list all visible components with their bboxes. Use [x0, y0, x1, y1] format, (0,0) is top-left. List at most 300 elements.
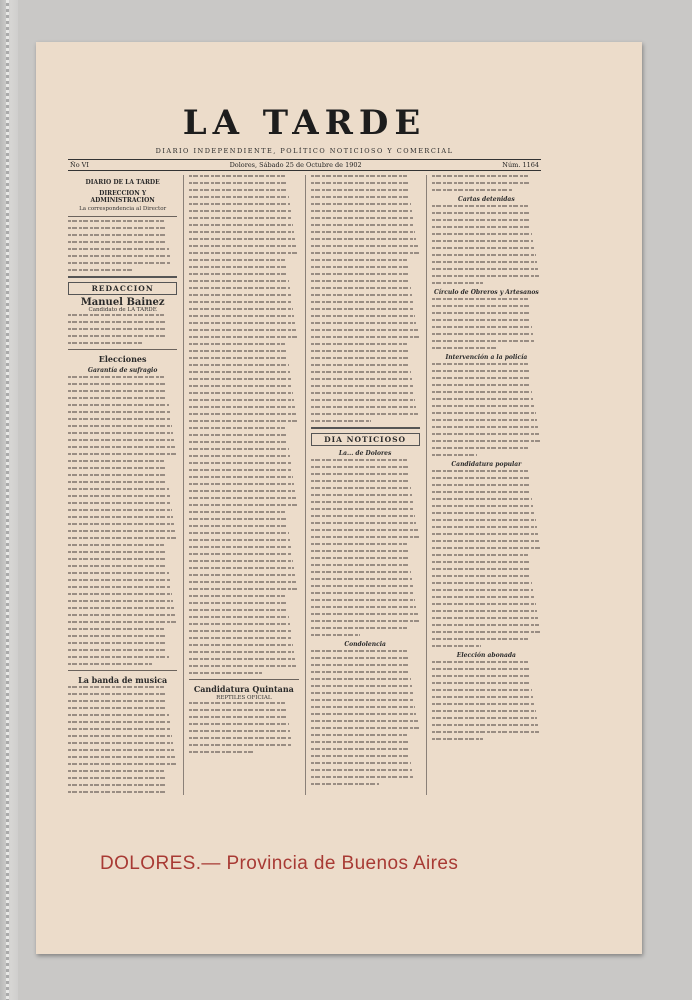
text-line	[311, 671, 410, 673]
text-line	[68, 425, 172, 427]
text-line	[189, 567, 294, 569]
text-line	[432, 370, 529, 372]
text-line	[311, 189, 409, 191]
text-line	[311, 599, 416, 601]
text-line	[189, 273, 287, 275]
text-line	[189, 329, 296, 331]
text-line	[311, 273, 409, 275]
text-line	[311, 536, 419, 538]
text-line	[189, 203, 290, 205]
text-line	[311, 550, 408, 552]
text-line	[311, 280, 410, 282]
text-line	[311, 350, 408, 352]
text-line	[432, 268, 538, 270]
text-line	[68, 481, 167, 483]
text-block	[432, 205, 541, 284]
text-block	[189, 175, 298, 674]
text-line	[189, 616, 288, 618]
text-line	[311, 515, 416, 517]
text-line	[68, 248, 169, 250]
text-line	[189, 252, 297, 254]
text-line	[68, 728, 171, 730]
text-line	[68, 707, 167, 709]
text-line	[68, 314, 164, 316]
text-line	[311, 706, 416, 708]
text-line	[189, 350, 286, 352]
text-line	[68, 686, 164, 688]
text-line	[189, 196, 288, 198]
text-line	[68, 572, 169, 574]
text-line	[311, 685, 413, 687]
text-line	[68, 593, 172, 595]
text-line	[189, 630, 291, 632]
text-line	[189, 532, 288, 534]
text-line	[432, 498, 533, 500]
text-line	[189, 658, 295, 660]
elections-sub: Garantía de sufragio	[87, 367, 158, 374]
text-line	[189, 308, 293, 310]
letters-heading: Cartas detenidas	[458, 196, 515, 203]
text-line	[311, 620, 419, 622]
text-line	[189, 511, 285, 513]
text-line	[311, 329, 418, 331]
text-line	[432, 533, 538, 535]
text-line	[68, 376, 164, 378]
text-line	[432, 447, 528, 449]
text-line	[311, 175, 407, 177]
text-line	[68, 607, 174, 609]
text-line	[189, 602, 286, 604]
text-line	[189, 588, 297, 590]
text-line	[68, 756, 175, 758]
text-line	[432, 724, 538, 726]
text-line	[432, 312, 530, 314]
text-block	[311, 650, 420, 785]
text-line	[189, 574, 295, 576]
issue-number: Núm. 1164	[502, 161, 539, 169]
text-line	[189, 420, 297, 422]
text-line	[432, 405, 535, 407]
text-block	[432, 363, 541, 456]
text-line	[432, 233, 533, 235]
text-line	[68, 404, 169, 406]
text-line	[189, 730, 290, 732]
text-line	[68, 460, 164, 462]
text-line	[432, 505, 534, 507]
text-line	[432, 419, 537, 421]
text-line	[311, 287, 412, 289]
news-heading: DIA NOTICIOSO	[311, 433, 420, 446]
text-line	[432, 426, 538, 428]
text-line	[432, 689, 533, 691]
text-line	[68, 749, 174, 751]
text-line	[432, 219, 530, 221]
text-line	[189, 644, 293, 646]
text-line	[189, 709, 286, 711]
text-line	[68, 663, 152, 665]
divider	[68, 276, 177, 278]
elections-heading: Elecciones	[98, 354, 147, 364]
text-line	[68, 558, 166, 560]
text-line	[311, 748, 409, 750]
text-line	[189, 336, 297, 338]
text-line	[311, 501, 414, 503]
text-line	[68, 262, 171, 264]
text-line	[189, 224, 293, 226]
text-line	[68, 565, 167, 567]
text-line	[311, 301, 414, 303]
text-line	[432, 384, 531, 386]
text-line	[432, 589, 534, 591]
text-line	[68, 544, 164, 546]
text-line	[189, 490, 295, 492]
text-line	[432, 377, 530, 379]
text-line	[311, 182, 408, 184]
text-line	[68, 735, 172, 737]
text-line	[68, 700, 166, 702]
text-line	[311, 720, 418, 722]
text-line	[432, 738, 483, 740]
text-line	[432, 582, 533, 584]
text-line	[432, 703, 535, 705]
text-line	[311, 713, 417, 715]
text-line	[311, 578, 413, 580]
text-line	[311, 364, 410, 366]
text-line	[432, 275, 539, 277]
text-line	[311, 727, 419, 729]
text-line	[311, 755, 410, 757]
newspaper-page	[68, 103, 541, 795]
text-line	[432, 491, 531, 493]
text-block	[68, 220, 177, 271]
text-line	[189, 280, 288, 282]
text-line	[311, 543, 407, 545]
postcard-caption: DOLORES.— Provincia de Buenos Aires	[100, 853, 459, 874]
text-line	[68, 656, 169, 658]
text-line	[189, 546, 291, 548]
text-line	[189, 427, 285, 429]
text-line	[189, 462, 291, 464]
text-line	[68, 635, 165, 637]
text-line	[189, 315, 294, 317]
text-line	[68, 642, 166, 644]
text-line	[432, 433, 539, 435]
text-line	[189, 581, 296, 583]
text-line	[68, 693, 165, 695]
text-line	[68, 432, 173, 434]
text-line	[311, 657, 408, 659]
text-line	[311, 259, 407, 261]
text-line	[189, 702, 285, 704]
text-line	[189, 672, 262, 674]
text-line	[432, 363, 528, 365]
text-line	[311, 529, 418, 531]
text-line	[311, 294, 413, 296]
text-line	[432, 561, 529, 563]
text-line	[68, 383, 165, 385]
text-line	[68, 509, 172, 511]
text-line	[68, 714, 169, 716]
text-line	[432, 596, 535, 598]
text-line	[311, 664, 409, 666]
police-heading: Intervención a la policía	[445, 354, 528, 361]
column-2	[183, 175, 298, 795]
text-line	[432, 298, 528, 300]
text-line	[68, 600, 173, 602]
text-block	[432, 470, 541, 647]
text-line	[68, 649, 167, 651]
text-line	[68, 621, 176, 623]
text-line	[189, 553, 292, 555]
text-line	[189, 737, 291, 739]
text-line	[432, 575, 531, 577]
text-line	[189, 210, 291, 212]
divider	[68, 349, 177, 350]
text-line	[432, 189, 513, 191]
text-line	[432, 617, 538, 619]
text-line	[311, 480, 410, 482]
text-line	[311, 487, 412, 489]
text-line	[432, 261, 537, 263]
text-line	[189, 189, 287, 191]
text-line	[432, 340, 535, 342]
text-line	[311, 217, 414, 219]
text-line	[189, 716, 287, 718]
text-line	[432, 212, 529, 214]
text-block	[311, 459, 420, 636]
text-line	[68, 537, 176, 539]
text-line	[68, 530, 175, 532]
col1-header: DIARIO DE LA TARDE	[85, 179, 160, 186]
text-line	[68, 495, 170, 497]
text-line	[311, 564, 410, 566]
text-line	[311, 494, 413, 496]
text-line	[432, 512, 535, 514]
text-line	[432, 731, 539, 733]
text-line	[311, 741, 408, 743]
text-line	[189, 455, 290, 457]
text-line	[189, 266, 286, 268]
condolence-heading: Condolencia	[344, 641, 386, 648]
text-line	[311, 606, 417, 608]
text-line	[189, 751, 253, 753]
text-line	[189, 518, 286, 520]
text-line	[432, 477, 529, 479]
text-line	[311, 557, 409, 559]
col1-section: REDACCION	[68, 282, 177, 295]
text-line	[432, 205, 528, 207]
text-line	[189, 560, 293, 562]
text-line	[189, 245, 296, 247]
text-line	[189, 469, 292, 471]
text-line	[311, 734, 407, 736]
text-line	[68, 241, 167, 243]
text-line	[432, 254, 536, 256]
text-line	[189, 182, 286, 184]
text-line	[189, 665, 296, 667]
text-line	[189, 723, 288, 725]
text-line	[189, 392, 293, 394]
text-line	[311, 634, 360, 636]
text-line	[189, 238, 295, 240]
text-line	[68, 255, 170, 257]
text-line	[68, 742, 173, 744]
text-line	[432, 624, 539, 626]
text-line	[311, 627, 407, 629]
text-line	[189, 413, 296, 415]
text-line	[432, 398, 534, 400]
text-block	[311, 175, 420, 422]
text-line	[432, 710, 536, 712]
text-line	[311, 613, 418, 615]
text-line	[311, 308, 415, 310]
newspaper-title: LA TARDE	[182, 103, 427, 143]
text-line	[432, 391, 533, 393]
text-line	[311, 399, 416, 401]
text-line	[311, 678, 412, 680]
text-line	[311, 238, 417, 240]
text-line	[311, 378, 413, 380]
column-1	[68, 175, 177, 795]
text-line	[311, 762, 412, 764]
text-line	[189, 651, 294, 653]
text-line	[311, 224, 415, 226]
text-line	[432, 347, 496, 349]
text-line	[432, 661, 528, 663]
text-line	[311, 776, 414, 778]
text-line	[68, 467, 165, 469]
text-line	[311, 650, 407, 652]
text-line	[311, 371, 412, 373]
text-line	[68, 579, 170, 581]
text-line	[311, 473, 409, 475]
text-line	[189, 406, 295, 408]
text-line	[311, 420, 371, 422]
text-line	[189, 637, 292, 639]
text-line	[68, 721, 170, 723]
text-line	[68, 474, 166, 476]
text-line	[68, 791, 167, 793]
text-line	[68, 770, 164, 772]
text-line	[311, 266, 408, 268]
text-line	[68, 439, 174, 441]
text-line	[189, 294, 291, 296]
text-line	[311, 783, 380, 785]
text-line	[432, 568, 530, 570]
text-line	[311, 406, 417, 408]
text-line	[68, 628, 164, 630]
text-line	[189, 385, 292, 387]
text-line	[189, 287, 290, 289]
text-line	[189, 483, 294, 485]
text-line	[432, 717, 537, 719]
text-line	[311, 413, 418, 415]
col1-correspondence: La correspondencia al Director	[79, 206, 167, 212]
text-line	[432, 182, 529, 184]
text-line	[68, 777, 165, 779]
text-line	[68, 784, 166, 786]
text-line	[311, 585, 414, 587]
news-sub: La... de Dolores	[338, 450, 392, 457]
text-line	[432, 175, 528, 177]
text-line	[432, 526, 537, 528]
text-line	[432, 638, 528, 640]
text-line	[432, 696, 534, 698]
text-line	[432, 540, 539, 542]
text-line	[189, 623, 290, 625]
text-block	[68, 686, 177, 795]
text-line	[432, 631, 540, 633]
candidate-name: Manuel Bainez	[80, 297, 165, 308]
text-line	[311, 466, 408, 468]
text-line	[432, 305, 529, 307]
text-line	[189, 476, 293, 478]
text-line	[311, 508, 415, 510]
text-line	[311, 231, 416, 233]
text-line	[189, 525, 287, 527]
text-line	[68, 516, 173, 518]
text-line	[189, 434, 286, 436]
text-line	[68, 453, 176, 455]
text-block	[68, 376, 177, 665]
text-line	[189, 539, 290, 541]
text-line	[432, 226, 531, 228]
text-line	[432, 675, 530, 677]
text-line	[189, 504, 297, 506]
text-line	[189, 441, 287, 443]
text-line	[432, 412, 536, 414]
text-line	[189, 744, 292, 746]
text-line	[432, 333, 534, 335]
text-line	[432, 547, 540, 549]
text-line	[432, 610, 537, 612]
divider	[68, 670, 177, 671]
text-line	[68, 227, 165, 229]
divider	[68, 216, 177, 217]
text-block	[432, 175, 541, 191]
text-line	[432, 440, 540, 442]
text-line	[189, 378, 291, 380]
text-block	[68, 314, 177, 344]
text-line	[68, 551, 165, 553]
text-line	[189, 364, 288, 366]
text-line	[311, 459, 407, 461]
issue-year: Ño VI	[70, 161, 89, 169]
text-line	[189, 399, 294, 401]
text-line	[189, 371, 290, 373]
sleeve-edge	[0, 0, 18, 1000]
divider	[311, 427, 420, 429]
text-line	[432, 603, 536, 605]
text-line	[68, 269, 132, 271]
text-line	[68, 328, 166, 330]
text-line	[432, 454, 477, 456]
text-line	[68, 614, 175, 616]
text-line	[189, 217, 292, 219]
text-line	[311, 592, 415, 594]
text-line	[311, 343, 407, 345]
text-line	[189, 357, 287, 359]
text-block	[189, 702, 298, 753]
col1-admin: DIRECCION Y ADMINISTRACION	[90, 190, 155, 204]
text-line	[189, 175, 285, 177]
text-line	[68, 335, 167, 337]
text-line	[68, 502, 171, 504]
text-line	[432, 240, 534, 242]
text-line	[311, 203, 412, 205]
candidate-sub: REPTILES OFICIAL	[216, 695, 272, 701]
text-line	[432, 682, 531, 684]
